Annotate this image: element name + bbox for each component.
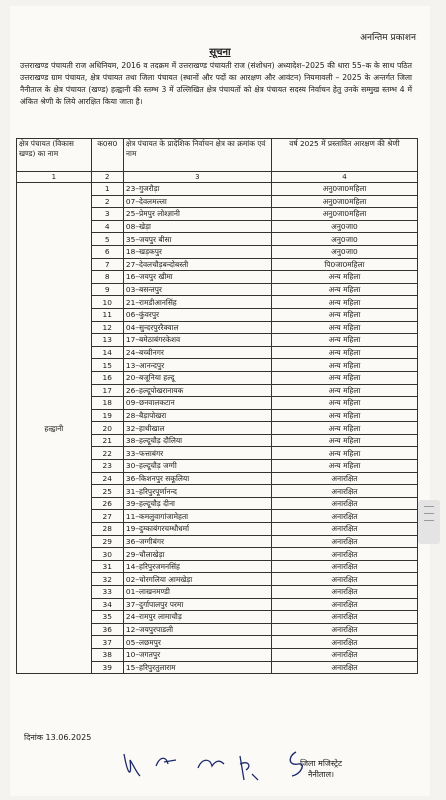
constituency-cell: 32–हाथीखाल — [123, 422, 271, 435]
serial-cell: 24 — [91, 472, 123, 485]
constituency-cell: 01–लाखनमण्डी — [123, 586, 271, 599]
serial-cell: 4 — [91, 220, 123, 233]
category-cell: अन्य महिला — [271, 296, 417, 309]
constituency-cell: 12–जयपुरपाडली — [123, 623, 271, 636]
officer-title: जिला मजिस्ट्रेट — [300, 759, 343, 768]
serial-cell: 34 — [91, 598, 123, 611]
serial-cell: 6 — [91, 245, 123, 258]
constituency-cell: 06–कुंवरपुर — [123, 308, 271, 321]
constituency-cell: 13–आनन्दपुर — [123, 359, 271, 372]
constituency-cell: 03–बसन्तपुर — [123, 283, 271, 296]
category-cell: अनु0जा0 — [271, 233, 417, 246]
category-cell: अनारक्षित — [271, 560, 417, 573]
category-cell: अन्य महिला — [271, 283, 417, 296]
constituency-cell: 25–प्रेमपुर लोश्ज्ञानी — [123, 208, 271, 221]
constituency-cell: 28–बैड़ापोखरा — [123, 409, 271, 422]
category-cell: पि0जा0महिला — [271, 258, 417, 271]
category-cell: अनु0जा0 — [271, 245, 417, 258]
signatures-image — [120, 746, 320, 786]
serial-cell: 22 — [91, 447, 123, 460]
constituency-cell: 10–जगतपुर — [123, 648, 271, 661]
serial-cell: 35 — [91, 611, 123, 624]
category-cell: अन्य महिला — [271, 334, 417, 347]
category-cell: अन्य महिला — [271, 308, 417, 321]
serial-cell: 8 — [91, 271, 123, 284]
column-number: 2 — [91, 172, 123, 183]
serial-cell: 1 — [91, 183, 123, 196]
category-cell: अनारक्षित — [271, 535, 417, 548]
notice-date: दिनांक 13.06.2025 — [24, 733, 92, 742]
serial-cell: 37 — [91, 636, 123, 649]
category-cell: अन्य महिला — [271, 321, 417, 334]
constituency-cell: 08–खेड़ा — [123, 220, 271, 233]
constituency-cell: 16–जयपुर खीमा — [123, 271, 271, 284]
category-cell: अनारक्षित — [271, 548, 417, 561]
constituency-cell: 14–हरिपुरजमनसिंह — [123, 560, 271, 573]
constituency-cell: 27–देवलचौड़बन्दोबस्ती — [123, 258, 271, 271]
provisional-publication-label: अनन्तिम प्रकाशन — [360, 33, 416, 43]
constituency-cell: 23–गुजरौड़ा — [123, 183, 271, 196]
category-cell: अनारक्षित — [271, 648, 417, 661]
serial-cell: 32 — [91, 573, 123, 586]
category-cell: अन्य महिला — [271, 422, 417, 435]
constituency-cell: 17–बमेठाबंगरकेशव — [123, 334, 271, 347]
serial-cell: 21 — [91, 434, 123, 447]
block-name-cell: हल्द्वानी — [17, 183, 92, 674]
reservation-table — [16, 138, 418, 674]
serial-cell: 5 — [91, 233, 123, 246]
serial-cell: 17 — [91, 384, 123, 397]
constituency-cell: 35–जयपुर बीसा — [123, 233, 271, 246]
category-cell: अनारक्षित — [271, 598, 417, 611]
officer-designation — [300, 758, 342, 780]
category-cell: अनारक्षित — [271, 573, 417, 586]
category-cell: अनारक्षित — [271, 472, 417, 485]
serial-cell: 7 — [91, 258, 123, 271]
constituency-cell: 05–लछमपुर — [123, 636, 271, 649]
officer-location: नैनीताल। — [307, 770, 335, 779]
serial-cell: 19 — [91, 409, 123, 422]
category-cell: अनारक्षित — [271, 661, 417, 674]
category-cell: अन्य महिला — [271, 409, 417, 422]
category-cell: अन्य महिला — [271, 397, 417, 410]
category-cell: अन्य महिला — [271, 460, 417, 473]
serial-cell: 20 — [91, 422, 123, 435]
serial-cell: 36 — [91, 623, 123, 636]
header-constituency: क्षेत्र पंचायत के प्रादेशिक निर्वाचन क्षेत्र का क्रमांक एवं नाम — [123, 139, 271, 172]
constituency-cell: 36–जग्गीबंगर — [123, 535, 271, 548]
constituency-cell: 26–हल्दूपोखरानायक — [123, 384, 271, 397]
constituency-cell: 24–बच्चीनगर — [123, 346, 271, 359]
category-cell: अन्य महिला — [271, 434, 417, 447]
serial-cell: 31 — [91, 560, 123, 573]
category-cell: अनारक्षित — [271, 623, 417, 636]
header-serial: क0स0 — [91, 139, 123, 172]
serial-cell: 27 — [91, 510, 123, 523]
constituency-cell: 21–रामडीआनसिंह — [123, 296, 271, 309]
serial-cell: 10 — [91, 296, 123, 309]
column-number: 1 — [17, 172, 92, 183]
column-number-row — [17, 172, 418, 183]
table-body — [17, 183, 418, 674]
constituency-cell: 15–हरिपुरतुलाराम — [123, 661, 271, 674]
constituency-cell: 19–दुम्काबंगरचम्धौधर्मा — [123, 523, 271, 536]
serial-cell: 28 — [91, 523, 123, 536]
serial-cell: 26 — [91, 497, 123, 510]
constituency-cell: 04–सुन्दरपुररैक्वाल — [123, 321, 271, 334]
serial-cell: 25 — [91, 485, 123, 498]
serial-cell: 11 — [91, 308, 123, 321]
constituency-cell: 38–हल्दूचौड़ दौलिया — [123, 434, 271, 447]
serial-cell: 18 — [91, 397, 123, 410]
category-cell: अन्य महिला — [271, 371, 417, 384]
constituency-cell: 31–हरिपुरपूर्णानन्द — [123, 485, 271, 498]
category-cell: अनु0जा0महिला — [271, 208, 417, 221]
constituency-cell: 18–खड़कपुर — [123, 245, 271, 258]
table-row — [17, 183, 418, 196]
category-cell: अनारक्षित — [271, 485, 417, 498]
constituency-cell: 02–चोरगलिया आमखेड़ा — [123, 573, 271, 586]
serial-cell: 9 — [91, 283, 123, 296]
category-cell: अन्य महिला — [271, 359, 417, 372]
column-number: 4 — [271, 172, 417, 183]
constituency-cell: 30–हल्दूचौड़ जग्गी — [123, 460, 271, 473]
constituency-cell: 20–बजूनिया हल्दू — [123, 371, 271, 384]
constituency-cell: 36–किशनपुर सकूलिया — [123, 472, 271, 485]
constituency-cell: 33–फत्ताबंगर — [123, 447, 271, 460]
category-cell: अनु0जा0 — [271, 220, 417, 233]
category-cell: अनारक्षित — [271, 523, 417, 536]
serial-cell: 33 — [91, 586, 123, 599]
serial-cell: 16 — [91, 371, 123, 384]
category-cell: अन्य महिला — [271, 447, 417, 460]
serial-cell: 14 — [91, 346, 123, 359]
scroll-handle[interactable] — [418, 500, 440, 544]
category-cell: अनारक्षित — [271, 611, 417, 624]
column-number: 3 — [123, 172, 271, 183]
category-cell: अन्य महिला — [271, 271, 417, 284]
notice-body-text: उत्तराखण्ड पंचायती राज अधिनियम, 2016 व तदक्रम में उत्तराखण्ड पंचायती राज (संशोधन) अध्यादेश–2025 की धारा 55–क के साथ पठित उत्तराखण्ड ग्राम पंचायत, क्षेत्र पंचायत तथा जिला पंचायत (स्थानों और पदों का आरक्षण और आवंटन) नियमावली – 2025 के अन्तर्गत जिला नैनीताल के क्षेत्र पंचायत (खण्ड) हल्द्वानी की स्तम्भ 3 में उल्लिखित क्षेत्र पंचायतों को क्षेत्र पंचायत सदस्य निर्वाचन हेतु उनके सम्मुख स्तम्भ 4 में अंकित श्रेणी के लिये आरक्षित किया जाता है। — [20, 61, 412, 106]
constituency-cell: 29–चौलाखेड़ा — [123, 548, 271, 561]
category-cell: अन्य महिला — [271, 346, 417, 359]
serial-cell: 12 — [91, 321, 123, 334]
constituency-cell: 11–कमलुवागांजामेहता — [123, 510, 271, 523]
serial-cell: 2 — [91, 195, 123, 208]
serial-cell: 38 — [91, 648, 123, 661]
header-category: वर्ष 2025 में प्रस्तावित आरक्षण की श्रेणी — [271, 139, 417, 172]
serial-cell: 15 — [91, 359, 123, 372]
document-page — [10, 6, 430, 796]
category-cell: अनु0जा0महिला — [271, 183, 417, 196]
category-cell: अनारक्षित — [271, 510, 417, 523]
serial-cell: 29 — [91, 535, 123, 548]
serial-cell: 3 — [91, 208, 123, 221]
constituency-cell: 24–रामपुर लामाचौड़ — [123, 611, 271, 624]
constituency-cell: 07–देवलमल्ला — [123, 195, 271, 208]
serial-cell: 23 — [91, 460, 123, 473]
category-cell: अनारक्षित — [271, 497, 417, 510]
constituency-cell: 09–छनवालकटान — [123, 397, 271, 410]
serial-cell: 30 — [91, 548, 123, 561]
category-cell: अनारक्षित — [271, 586, 417, 599]
header-block-name: क्षेत्र पंचायत (विकास खण्ड) का नाम — [17, 139, 92, 172]
constituency-cell: 37–दुर्गापालपुर परमा — [123, 598, 271, 611]
serial-cell: 13 — [91, 334, 123, 347]
serial-cell: 39 — [91, 661, 123, 674]
category-cell: अनु0जा0महिला — [271, 195, 417, 208]
constituency-cell: 39–हल्दूचौड़ दीना — [123, 497, 271, 510]
category-cell: अन्य महिला — [271, 384, 417, 397]
category-cell: अनारक्षित — [271, 636, 417, 649]
notice-title: सूचना — [209, 47, 231, 58]
